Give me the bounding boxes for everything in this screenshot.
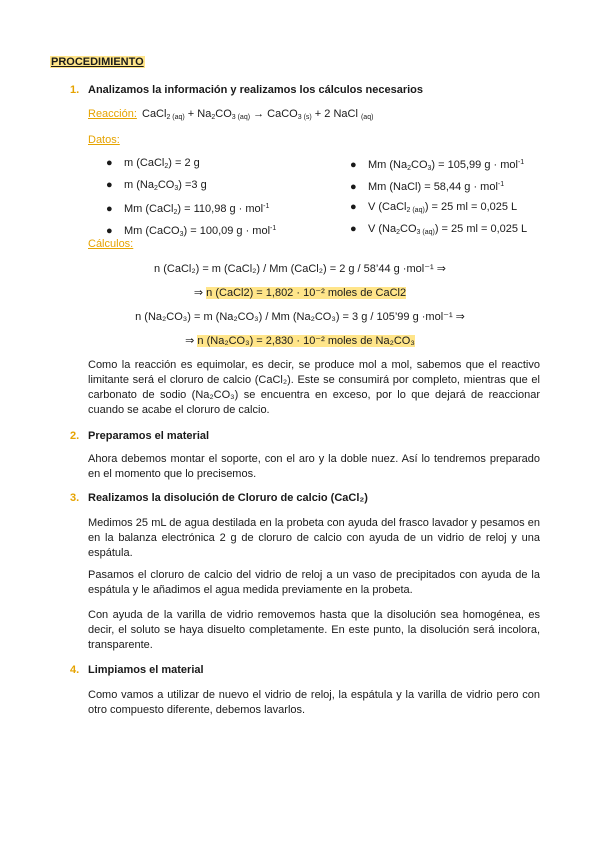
section-4-text: Limpiamos el material — [88, 664, 204, 676]
section-1-text: Analizamos la información y realizamos los cálculos necesarios — [88, 84, 424, 96]
calc-line-1: n (CaCl₂) = m (CaCl₂) / Mm (CaCl₂) = 2 g / 58’44 g ·mol⁻¹ ⇒ — [154, 263, 446, 275]
calc-line-3: n (Na₂CO₃) = m (Na₂CO₃) / Mm (Na₂CO₃) = 3 g / 105’99 g ·mol⁻¹ ⇒ — [135, 311, 465, 323]
list-item: ● V $(Na_2CO_{3 (aq)}) = 25$ ml = 0,025 L — [350, 223, 528, 236]
paragraph-reactivo-limitante: Como la reacción es equimolar, es decir, se produce mol a mol, sabemos que el reactivo limitante será el cloruro de calcio (CaCl₂). Este se consumirá por completo, mientras que el carbonato de sodio (Na₂CO₃) se encuentra en exceso, por lo que dejará de reaccionar cuando se acabe el cloruro de calcio. — [88, 359, 540, 416]
calc-line-2: ⇒ n (CaCl2) = 1,802 · 10⁻² moles de CaCl2 — [193, 287, 407, 299]
section-1-number: 1. — [70, 84, 80, 96]
list-item: ● Mm (CaCl$_2$) = 110,98 g · mol$^{-1}$ — [106, 203, 270, 216]
list-item: ● Mm $(Na_2CO_3) = 105,99$ g · mol$^{-1}$ — [350, 159, 525, 172]
list-item: ● V (CaCl$_{2 (aq)}$) = 25 ml = 0,025 L — [350, 201, 518, 214]
datos-right-list — [350, 156, 527, 244]
paragraph-medimos: Medimos 25 mL de agua destilada en la probeta con ayuda del frasco lavador y pesamos en en la balanza electrónica 2 g de cloruro de calcio con ayuda de un vidrio de reloj y una espátula. — [88, 517, 540, 559]
section-1-title — [70, 84, 423, 96]
section-3-number: 3. — [70, 492, 80, 504]
section-4-title — [70, 664, 204, 676]
paragraph-material: Ahora debemos montar el soporte, con el aro y la doble nuez. Así lo tendremos preparado en el momento que lo precisemos. — [88, 453, 540, 480]
section-4-number: 4. — [70, 664, 80, 676]
calc-line-4: ⇒ n (Na₂CO₃) = 2,830 · 10⁻² moles de Na₂CO₃ — [185, 335, 415, 347]
datos-left-list — [106, 156, 276, 244]
paragraph-pasamos: Pasamos el cloruro de calcio del vidrio de reloj a un vaso de precipitados con ayuda de la espátula y le añadimos el agua medida previamente en la probeta. — [88, 569, 540, 596]
datos-label: Datos: — [88, 134, 120, 146]
paragraph-removemos: Con ayuda de la varilla de vidrio removemos hasta que la disolución sea homogénea, es decir, el soluto se haya disuelto completamente. En este punto, la disolución será incolora, transparente. — [88, 609, 540, 651]
list-item: ● m (CaCl$_2$) = 2 g — [106, 157, 200, 170]
reaction-label: Reacción: — [88, 108, 137, 120]
section-2-text: Preparamos el material — [88, 430, 210, 442]
section-3-title — [70, 492, 368, 504]
section-2-number: 2. — [70, 430, 80, 442]
section-2-title — [70, 430, 209, 442]
list-item: ● Mm (CaCO$_3$) = 100,09 g · mol$^{-1}$ — [106, 225, 277, 238]
section-3-text: Realizamos la disolución de Cloruro de calcio (CaCl₂) — [88, 492, 368, 504]
procedure-heading: PROCEDIMIENTO — [51, 56, 144, 68]
reaction-equation: CaCl$_{2 (aq)}$ + $Na_2CO_{3 (aq)}$ → CaCO$_{3 (s)}$ + 2 NaCl $_{(aq)}$ — [142, 108, 374, 121]
list-item: ● m $(Na_2CO_3) =3$ g — [106, 179, 207, 192]
calculos-label: Cálculos: — [88, 238, 134, 250]
paragraph-limpiamos: Como vamos a utilizar de nuevo el vidrio de reloj, la espátula y la varilla de vidrio pero con otro compuesto diferente, debemos lavarlos. — [88, 689, 540, 716]
list-item: ● Mm (NaCl) = 58,44 g · mol$^{-1}$ — [350, 181, 505, 193]
